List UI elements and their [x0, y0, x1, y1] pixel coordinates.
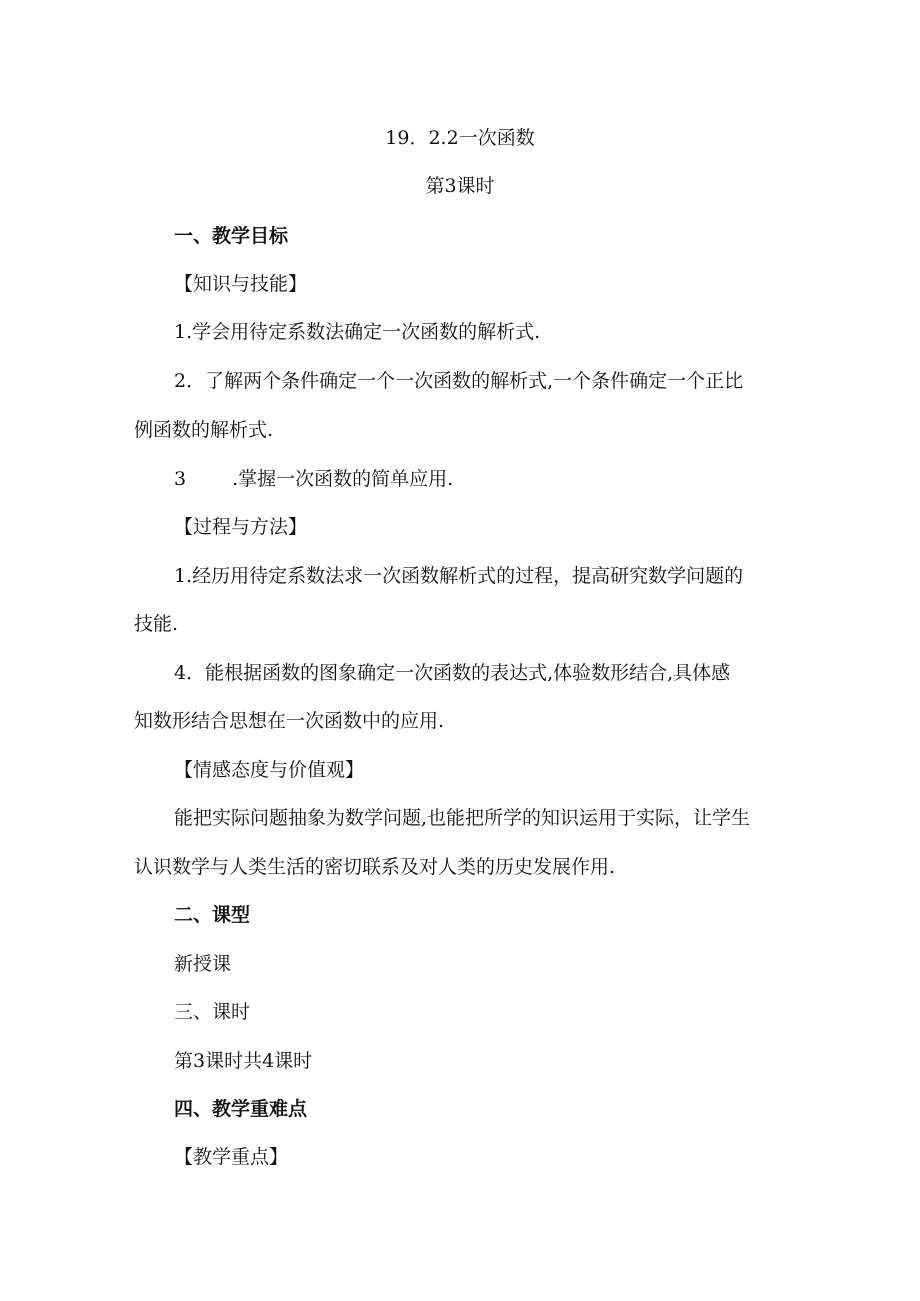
knowledge-item-3-text: .掌握一次函数的简单应用.	[232, 468, 454, 490]
knowledge-item-3	[174, 467, 453, 491]
process-item-2-line2: 知数形结合思想在一次函数中的应用.	[134, 710, 445, 732]
process-item-1-line2: 技能.	[134, 613, 179, 635]
knowledge-item-2-line1: 2．了解两个条件确定一个一次函数的解析式,一个条件确定一个正比	[174, 370, 744, 392]
process-item-1-line1: 1.经历用待定系数法求一次函数解析式的过程，提高研究数学问题的	[174, 565, 744, 587]
section-heading-lesson-type: 二、课型	[174, 904, 251, 926]
lesson-type-text: 新授课	[174, 953, 232, 975]
section-heading-objectives: 一、教学目标	[174, 225, 289, 247]
knowledge-item-2-line2: 例函数的解析式.	[134, 419, 274, 441]
periods-text: 第3课时共4课时	[174, 1050, 313, 1072]
document-title: 19．2.2一次函数	[385, 127, 535, 149]
document-subtitle: 第3课时	[425, 175, 495, 197]
knowledge-heading: 【知识与技能】	[174, 273, 308, 295]
section-heading-key-points: 四、教学重难点	[174, 1098, 308, 1120]
process-item-2-line1: 4．能根据函数的图象确定一次函数的表达式,体验数形结合,具体感	[174, 662, 731, 684]
emotion-heading: 【情感态度与价值观】	[174, 759, 365, 781]
section-heading-periods: 三、课时	[174, 1001, 251, 1023]
key-point-heading: 【教学重点】	[174, 1146, 289, 1168]
emotion-item-line1: 能把实际问题抽象为数学问题,也能把所学的知识运用于实际，让学生	[174, 807, 751, 829]
process-heading: 【过程与方法】	[174, 516, 308, 538]
knowledge-item-1: 1.学会用待定系数法确定一次函数的解析式.	[174, 321, 541, 343]
emotion-item-line2: 认识数学与人类生活的密切联系及对人类的历史发展作用.	[134, 856, 616, 878]
knowledge-item-3-number: 3	[174, 468, 187, 490]
